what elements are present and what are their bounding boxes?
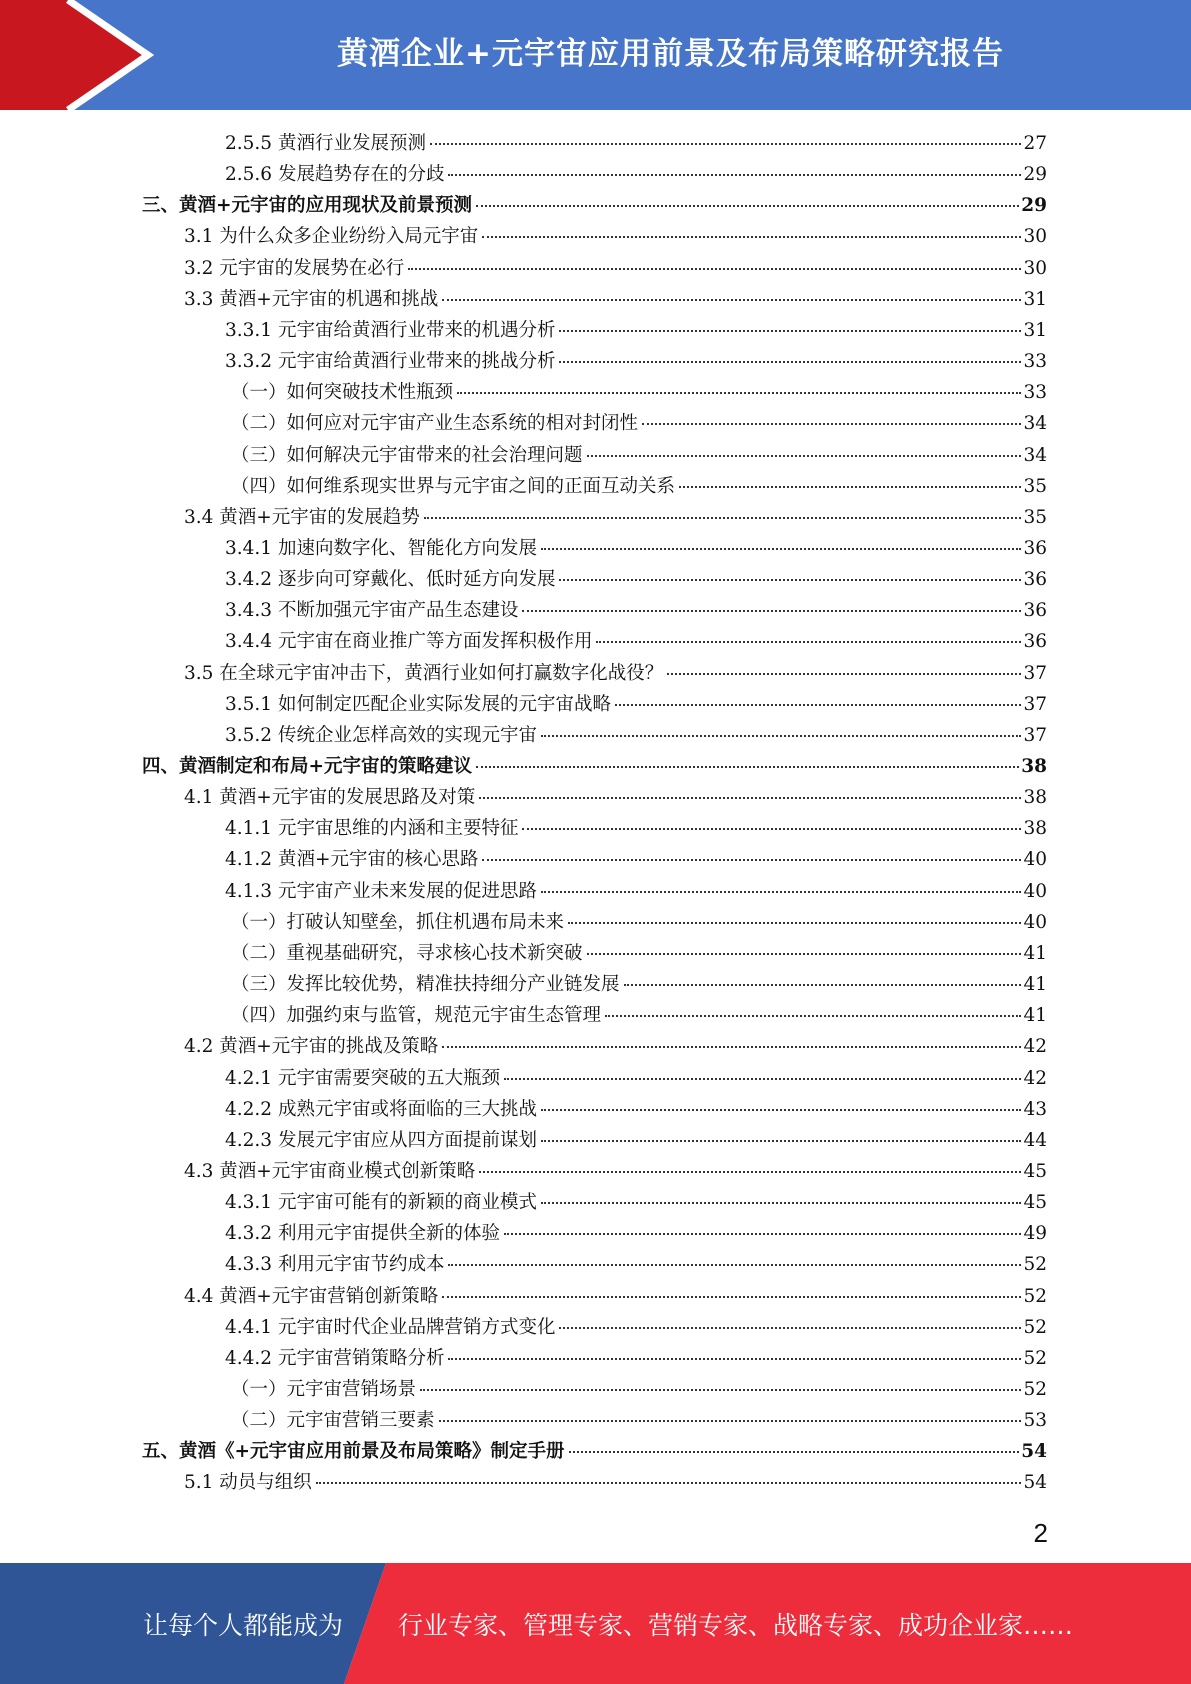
- toc-entry[interactable]: [184, 1156, 1047, 1187]
- toc-entry-title: 3.4.3 不断加强元宇宙产品生态建设: [225, 600, 519, 622]
- toc-leader-dots: [442, 1277, 1021, 1298]
- toc-entry-page: 52: [1023, 1285, 1047, 1307]
- toc-entry-page: 45: [1023, 1192, 1047, 1214]
- toc-entry-page: 34: [1023, 413, 1047, 435]
- toc-entry-title: 4.2.1 元宇宙需要突破的五大瓶颈: [225, 1067, 500, 1089]
- toc-entry-title: 4.1 黄酒+元宇宙的发展思路及对策: [184, 787, 476, 809]
- toc-entry-page: 31: [1023, 319, 1047, 341]
- toc-entry-title: （二）元宇宙营销三要素: [231, 1410, 435, 1432]
- toc-entry-title: 4.3 黄酒+元宇宙商业模式创新策略: [184, 1160, 476, 1182]
- toc-entry-title: 4.1.1 元宇宙思维的内涵和主要特征: [225, 818, 519, 840]
- toc-entry-page: 40: [1023, 911, 1047, 933]
- toc-entry-title: 4.2.3 发展元宇宙应从四方面提前谋划: [225, 1129, 537, 1151]
- toc-entry-title: 四、黄酒制定和布局+元宇宙的策略建议: [142, 756, 473, 777]
- toc-entry[interactable]: [231, 938, 1047, 969]
- toc-entry[interactable]: [184, 221, 1047, 252]
- toc-entry[interactable]: [184, 1281, 1047, 1312]
- toc-entry-title: 4.2.2 成熟元宇宙或将面临的三大挑战: [225, 1098, 537, 1120]
- toc-leader-dots: [522, 592, 1021, 613]
- toc-entry-title: 3.5.1 如何制定匹配企业实际发展的元宇宙战略: [225, 693, 611, 715]
- toc-entry-page: 33: [1023, 351, 1047, 373]
- header-red-arrow-shape: [0, 0, 160, 110]
- toc-leader-dots: [408, 249, 1021, 270]
- toc-entry-title: （一）元宇宙营销场景: [231, 1379, 417, 1400]
- toc-entry[interactable]: [184, 502, 1047, 533]
- toc-entry-title: 4.2 黄酒+元宇宙的挑战及策略: [184, 1036, 439, 1058]
- toc-leader-dots: [448, 1246, 1021, 1267]
- toc-entry-page: 29: [1023, 164, 1047, 186]
- toc-entry-page: 40: [1023, 880, 1047, 902]
- toc-entry-page: 30: [1023, 257, 1047, 279]
- toc-leader-dots: [424, 498, 1022, 519]
- toc-leader-dots: [504, 1215, 1021, 1236]
- toc-entry[interactable]: [225, 1187, 1047, 1218]
- toc-leader-dots: [420, 1371, 1021, 1392]
- toc-entry[interactable]: [231, 1374, 1047, 1405]
- toc-entry-page: 27: [1023, 133, 1047, 154]
- toc-entry-title: 4.4.2 元宇宙营销策略分析: [225, 1347, 445, 1369]
- toc-entry-page: 38: [1021, 756, 1047, 777]
- toc-entry-page: 41: [1023, 1005, 1047, 1027]
- toc-entry-page: 40: [1023, 849, 1047, 871]
- toc-entry-title: 3.5.2 传统企业怎样高效的实现元宇宙: [225, 724, 537, 746]
- toc-leader-dots: [316, 1464, 1022, 1485]
- toc-leader-dots: [596, 623, 1021, 644]
- toc-entry-page: 33: [1023, 382, 1047, 404]
- toc-entry[interactable]: [225, 689, 1047, 720]
- toc-leader-dots: [541, 1090, 1021, 1111]
- toc-entry[interactable]: [184, 253, 1047, 284]
- toc-entry-page: 45: [1023, 1160, 1047, 1182]
- toc-entry[interactable]: [231, 377, 1047, 408]
- toc-entry-page: 42: [1023, 1067, 1047, 1089]
- toc-entry-title: 4.4.1 元宇宙时代企业品牌营销方式变化: [225, 1316, 556, 1338]
- toc-entry-page: 31: [1023, 288, 1047, 310]
- toc-entry-page: 38: [1023, 787, 1047, 809]
- toc-leader-dots: [587, 436, 1022, 457]
- toc-entry[interactable]: [225, 128, 1047, 159]
- toc-entry[interactable]: [225, 626, 1047, 657]
- toc-leader-dots: [679, 467, 1021, 488]
- toc-entry-page: 41: [1023, 942, 1047, 964]
- toc-leader-dots: [541, 529, 1021, 550]
- toc-entry-page: 42: [1023, 1036, 1047, 1058]
- toc-entry-title: （三）如何解决元宇宙带来的社会治理问题: [231, 444, 583, 466]
- toc-entry[interactable]: [231, 907, 1047, 938]
- toc-leader-dots: [476, 748, 1019, 769]
- toc-entry[interactable]: [225, 1094, 1047, 1125]
- toc-entry[interactable]: [225, 1125, 1047, 1156]
- toc-entry-page: 43: [1023, 1098, 1047, 1120]
- toc-entry-page: 37: [1023, 662, 1047, 684]
- toc-leader-dots: [541, 872, 1021, 893]
- toc-entry[interactable]: [225, 876, 1047, 907]
- toc-leader-dots: [448, 1339, 1021, 1360]
- toc-entry-title: 4.3.2 利用元宇宙提供全新的体验: [225, 1223, 500, 1245]
- toc-entry[interactable]: [231, 1405, 1047, 1436]
- toc-leader-dots: [442, 1028, 1021, 1049]
- toc-entry-title: （二）如何应对元宇宙产业生态系统的相对封闭性: [231, 413, 639, 435]
- footer-slogan-left: 让每个人都能成为: [143, 1610, 344, 1640]
- toc-entry[interactable]: [225, 844, 1047, 875]
- toc-entry-page: 29: [1021, 195, 1047, 217]
- toc-entry[interactable]: [184, 1467, 1047, 1498]
- toc-entry-page: 54: [1023, 1472, 1047, 1494]
- toc-entry[interactable]: [142, 190, 1047, 221]
- toc-leader-dots: [541, 1121, 1021, 1142]
- toc-leader-dots: [587, 934, 1022, 955]
- toc-entry-page: 52: [1023, 1347, 1047, 1369]
- toc-entry-title: 3.1 为什么众多企业纷纷入局元宇宙: [184, 226, 479, 248]
- toc-leader-dots: [568, 903, 1021, 924]
- toc-leader-dots: [479, 779, 1021, 800]
- toc-entry-page: 36: [1023, 537, 1047, 559]
- toc-entry-title: 4.3.1 元宇宙可能有的新颖的商业模式: [225, 1192, 537, 1214]
- toc-leader-dots: [430, 125, 1021, 146]
- toc-entry[interactable]: [225, 1312, 1047, 1343]
- toc-leader-dots: [541, 716, 1021, 737]
- toc-entry-page: 49: [1023, 1223, 1047, 1245]
- toc-entry-page: 36: [1023, 569, 1047, 591]
- footer-band: [0, 1563, 1191, 1684]
- footer-slogan-right: 行业专家、管理专家、营销专家、战略专家、成功企业家……: [398, 1610, 1074, 1640]
- toc-entry-title: （三）发挥比较优势，精准扶持细分产业链发展: [231, 974, 620, 996]
- toc-entry-title: （四）加强约束与监管，规范元宇宙生态管理: [231, 1005, 602, 1027]
- toc-leader-dots: [605, 997, 1021, 1018]
- toc-leader-dots: [559, 311, 1021, 332]
- toc-entry-title: 2.5.6 发展趋势存在的分歧: [225, 164, 445, 186]
- toc-entry-title: 3.5 在全球元宇宙冲击下，黄酒行业如何打赢数字化战役？: [184, 662, 664, 684]
- toc-entry-title: 3.4.1 加速向数字化、智能化方向发展: [225, 537, 537, 559]
- toc-entry-page: 35: [1023, 506, 1047, 528]
- toc-leader-dots: [479, 1152, 1021, 1173]
- toc-entry[interactable]: [231, 1000, 1047, 1031]
- toc-entry-page: 36: [1023, 600, 1047, 622]
- toc-entry-page: 36: [1023, 631, 1047, 653]
- toc-leader-dots: [615, 685, 1021, 706]
- toc-leader-dots: [522, 810, 1021, 831]
- toc-entry[interactable]: [225, 159, 1047, 190]
- toc-entry-title: 5.1 动员与组织: [184, 1472, 312, 1494]
- toc-entry-page: 53: [1023, 1410, 1047, 1432]
- toc-entry-title: 3.4.2 逐步向可穿戴化、低时延方向发展: [225, 569, 556, 591]
- toc-entry-title: 2.5.5 黄酒行业发展预测: [225, 133, 426, 154]
- toc-leader-dots: [476, 187, 1019, 208]
- toc-entry[interactable]: [225, 595, 1047, 626]
- toc-entry[interactable]: [225, 1063, 1047, 1094]
- toc-entry[interactable]: [225, 533, 1047, 564]
- toc-entry-page: 34: [1023, 444, 1047, 466]
- toc-entry[interactable]: [225, 813, 1047, 844]
- toc-entry-title: （一）打破认知壁垒，抓住机遇布局未来: [231, 911, 565, 933]
- toc-entry[interactable]: [225, 564, 1047, 595]
- toc-entry[interactable]: [225, 720, 1047, 751]
- toc-entry-title: 3.4 黄酒+元宇宙的发展趋势: [184, 506, 420, 528]
- toc-entry-title: 三、黄酒+元宇宙的应用现状及前景预测: [142, 195, 473, 217]
- toc-leader-dots: [448, 156, 1021, 177]
- toc-leader-dots: [624, 966, 1022, 987]
- toc-leader-dots: [457, 374, 1021, 395]
- toc-leader-dots: [569, 1433, 1020, 1454]
- toc-entry-title: 五、黄酒《+元宇宙应用前景及布局策略》制定手册: [142, 1441, 565, 1463]
- toc-entry-title: 4.3.3 利用元宇宙节约成本: [225, 1254, 445, 1276]
- toc-entry[interactable]: [184, 284, 1047, 315]
- toc-leader-dots: [667, 654, 1021, 675]
- toc-leader-dots: [482, 218, 1021, 239]
- toc-entry[interactable]: [142, 751, 1047, 782]
- toc-entry[interactable]: [184, 658, 1047, 689]
- toc-entry[interactable]: [184, 1031, 1047, 1062]
- toc-leader-dots: [559, 1308, 1021, 1329]
- toc-leader-dots: [439, 1402, 1022, 1423]
- toc-entry-page: 30: [1023, 226, 1047, 248]
- toc-entry[interactable]: [231, 969, 1047, 1000]
- toc-entry-page: 54: [1021, 1441, 1047, 1463]
- toc-entry-page: 52: [1023, 1254, 1047, 1276]
- toc-entry-title: 3.3.2 元宇宙给黄酒行业带来的挑战分析: [225, 351, 556, 373]
- toc-entry-page: 37: [1023, 693, 1047, 715]
- toc-entry-title: 3.2 元宇宙的发展势在必行: [184, 257, 405, 279]
- toc-entry-page: 52: [1023, 1316, 1047, 1338]
- toc-entry[interactable]: [142, 1436, 1047, 1467]
- toc-entry[interactable]: [225, 1249, 1047, 1280]
- toc-entry[interactable]: [225, 315, 1047, 346]
- toc-entry-page: 41: [1023, 974, 1047, 996]
- toc-entry-title: （二）重视基础研究，寻求核心技术新突破: [231, 942, 583, 964]
- toc-entry[interactable]: [225, 1218, 1047, 1249]
- toc-entry-title: 3.4.4 元宇宙在商业推广等方面发挥积极作用: [225, 631, 593, 653]
- toc-entry-title: 3.3 黄酒+元宇宙的机遇和挑战: [184, 288, 439, 310]
- toc-entry-page: 37: [1023, 724, 1047, 746]
- report-title: 黄酒企业+元宇宙应用前景及布局策略研究报告: [337, 35, 1004, 72]
- toc-entry-title: （一）如何突破技术性瓶颈: [231, 382, 454, 404]
- toc-leader-dots: [541, 1184, 1021, 1205]
- toc-leader-dots: [559, 561, 1021, 582]
- toc-entry-title: （四）如何维系现实世界与元宇宙之间的正面互动关系: [231, 475, 676, 497]
- page-number: 2: [1033, 1518, 1048, 1548]
- toc-entry-title: 3.3.1 元宇宙给黄酒行业带来的机遇分析: [225, 319, 556, 341]
- toc-leader-dots: [482, 841, 1021, 862]
- toc-entry-title: 4.1.3 元宇宙产业未来发展的促进思路: [225, 880, 537, 902]
- toc-entry-title: 4.4 黄酒+元宇宙营销创新策略: [184, 1285, 439, 1307]
- toc-entry-page: 38: [1023, 818, 1047, 840]
- toc-entry[interactable]: [231, 408, 1047, 439]
- toc-entry-title: 4.1.2 黄酒+元宇宙的核心思路: [225, 849, 479, 871]
- header-band: [0, 0, 1191, 110]
- toc-leader-dots: [559, 343, 1021, 364]
- toc-entry[interactable]: [231, 471, 1047, 502]
- toc-entry[interactable]: [184, 782, 1047, 813]
- toc-entry-page: 44: [1023, 1129, 1047, 1151]
- toc-entry-page: 35: [1023, 475, 1047, 497]
- toc-entry[interactable]: [225, 1343, 1047, 1374]
- toc-leader-dots: [442, 280, 1021, 301]
- toc-entry-page: 52: [1023, 1379, 1047, 1400]
- toc-entry[interactable]: [225, 346, 1047, 377]
- toc-leader-dots: [504, 1059, 1021, 1080]
- toc-leader-dots: [642, 405, 1021, 426]
- toc-entry[interactable]: [231, 440, 1047, 471]
